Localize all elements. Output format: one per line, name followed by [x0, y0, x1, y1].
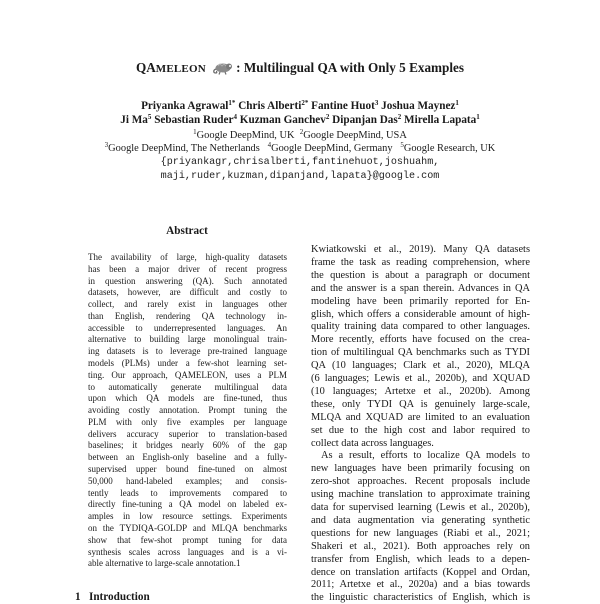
author: Sebastian Ruder$^4$ — [154, 113, 237, 126]
body-text-line: glish, which offers a considerable amount of high- — [311, 308, 530, 320]
abstract-line: delivers accuracy superior to translation-based — [88, 428, 287, 439]
title-name-prefix: QA — [135, 60, 156, 75]
abstract-line: on the TYDIQA-GOLDP and MLQA benchmarks — [88, 522, 287, 533]
abstract-heading: Abstract — [166, 225, 208, 237]
body-text-line: collect data across languages. — [311, 437, 434, 449]
abstract-line: than English, rendering QA technology in- — [88, 310, 287, 321]
author: Chris Alberti$^{2*}$ — [238, 99, 309, 112]
title-name-smallcaps: MELEON — [155, 63, 206, 75]
author: Priyanka Agrawal$^{1*}$ — [141, 99, 236, 112]
email-line: maji,ruder,kuzman,dipanjand,lapata}@google.com — [160, 170, 440, 182]
author: Dipanjan Das$^2$ — [332, 113, 402, 126]
author-line-1 — [0, 99, 600, 113]
abstract-line: amples in low resource settings. Experiments — [88, 511, 287, 522]
affiliation: Google Research, UK — [403, 143, 496, 154]
email-list — [0, 156, 600, 184]
abstract-line: in question answering (QA). Such annotated — [88, 275, 287, 286]
body-text-line: (10 languages; Artetxe et al., 2020b). Among — [311, 385, 530, 397]
chameleon-icon — [212, 61, 234, 79]
abstract-line: ing datasets is to leverage pre-trained language — [88, 346, 287, 357]
body-text-line: More recently, efforts have focused on the crea- — [311, 334, 530, 346]
abstract-line: alternative to building large monolingual train- — [88, 334, 287, 345]
abstract-line: directly fine-tuning a QA model on labeled ex- — [88, 499, 287, 510]
body-text-line: Shakeri et al., 2021). Both approaches rely on — [311, 540, 530, 552]
abstract-line: PLM with only five examples per language — [88, 416, 287, 427]
abstract-line: ting. Our approach, QAMELEON, uses a PLM — [88, 369, 287, 380]
body-text-line: dence on translation artifacts (Koppel and Ordan, — [311, 566, 530, 578]
body-text-line: new languages have been primarily focusing on — [311, 463, 530, 475]
author: Fantine Huot$^3$ — [311, 99, 379, 112]
section-number: 1 — [75, 591, 81, 603]
section-title: Introduction — [88, 591, 150, 603]
body-text-line: As a result, efforts to localize QA models to — [321, 450, 530, 462]
body-text-line: tion of multilingual QA benchmarks such as TYDI — [311, 347, 530, 359]
affiliation: Google DeepMind, Germany — [271, 143, 393, 154]
body-text-line: frame the task as reading comprehension, where — [311, 256, 530, 268]
body-text-line: the linguistic characteristics of English, which is — [311, 592, 530, 604]
abstract-line: synthesis scales across languages and is a vi- — [88, 546, 287, 557]
body-text-line: 2011; Artetxe et al., 2020a) and a bias towards — [311, 579, 530, 591]
author: Mirella Lapata$^1$ — [404, 113, 480, 126]
abstract-line: baselines; it bridges nearly 60% of the gap — [88, 440, 287, 451]
abstract-line: able alternative to large-scale annotation.1 — [88, 558, 241, 569]
body-text-line: Kwiatkowski et al., 2019). Many QA datasets — [311, 244, 530, 255]
affiliation-line-2: $^3$Google DeepMind, The Netherlands $^4$Google DeepMind, Germany $^5$Google Research, UK — [104, 141, 496, 154]
affiliation: Google DeepMind, UK — [196, 130, 295, 141]
abstract-line: supervised upper bound fine-tuned on almost — [88, 464, 287, 475]
abstract-line: tently leads to improvements compared to — [88, 487, 287, 498]
title-rest: : Multilingual QA with Only 5 Examples — [236, 60, 465, 75]
abstract-line: models (PLMs) under a few-shot learning set- — [88, 358, 287, 369]
body-text-line: MLQA and XQUAD are limited to an evaluation — [311, 411, 530, 423]
paper-title — [0, 60, 600, 79]
abstract-line: datasets, however, are difficult and costly to — [88, 287, 287, 298]
body-text-line: quality training data compared to other languages. — [311, 321, 530, 333]
author: Kuzman Ganchev$^2$ — [239, 113, 330, 126]
body-text-line: transfer from English, which leads to a depen- — [311, 553, 530, 565]
author-list — [0, 99, 600, 127]
body-text-line: using machine translation to approximate training — [311, 489, 530, 501]
body-text-line: data for supervised learning (Lewis et al., 2020b), — [311, 502, 530, 513]
author-line-2 — [0, 113, 600, 127]
abstract-line: has been a major driver of recent progress — [88, 263, 287, 274]
body-text-line: questions for new languages (Riabi et al., 2021; — [311, 527, 530, 539]
abstract-line: between an English-only baseline and a fully- — [88, 452, 287, 463]
body-text-line: and the answer is a span therein. Advances in QA — [311, 282, 530, 294]
email-line: {priyankagr,chrisalberti,fantinehuot,joshuahm, — [160, 157, 440, 168]
abstract-line: show that few-shot prompt tuning for data — [88, 534, 287, 545]
abstract-line: The availability of large, high-quality datasets — [88, 252, 287, 262]
affiliation: Google DeepMind, USA — [303, 130, 407, 141]
abstract-line: accessible to underrepresented languages. An — [88, 322, 287, 333]
body-text-line: the question is about a paragraph or document — [311, 269, 530, 281]
body-text-line: these, only TYDI QA is genuinely large-scale, — [311, 398, 530, 410]
author: Joshua Maynez$^1$ — [381, 99, 459, 112]
abstract-line: upon which QA models are fine-tuned, thus — [88, 393, 287, 404]
abstract-line: 50,000 hand-labeled examples; and consis- — [88, 475, 287, 486]
body-text-line: modeling have been primarily reported for En- — [311, 295, 530, 307]
body-text-line: (6 languages; Lewis et al., 2020b), and XQUAD — [311, 373, 530, 384]
affiliation-line-1: $^1$Google DeepMind, UK $^2$Google DeepMind, USA — [193, 128, 407, 141]
section-heading — [75, 591, 150, 603]
affiliation: Google DeepMind, The Netherlands — [108, 143, 260, 154]
author: Ji Ma$^5$ — [120, 113, 152, 126]
body-text-line: set due to the high cost and labor required to — [311, 424, 530, 436]
body-text-line: zero-shot approaches. Recent proposals include — [311, 476, 530, 488]
body-text-line: QA (10 languages; Clark et al., 2020), MLQA — [311, 360, 530, 372]
abstract-line: to automatically generate multilingual data — [88, 381, 287, 392]
body-text-line: and data augmentation via generating synthetic — [311, 514, 530, 526]
abstract-line: collect, and rarely exist in languages other — [88, 299, 287, 310]
affiliations — [0, 129, 600, 155]
abstract-line: avoiding costly annotation. Prompt tuning the — [88, 405, 287, 416]
